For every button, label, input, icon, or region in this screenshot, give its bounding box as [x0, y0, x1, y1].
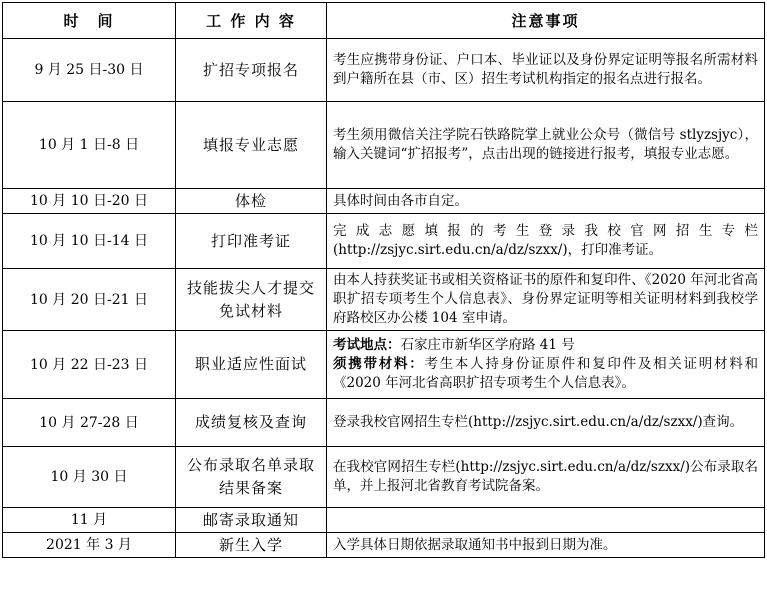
row-note [327, 331, 765, 399]
row-task: 技能拔尖人才提交免试材料 [176, 269, 327, 331]
header-row [3, 3, 765, 39]
table-row [3, 39, 765, 102]
header-time: 时 间 [3, 3, 176, 39]
row-time: 10 月 27-28 日 [3, 399, 176, 447]
table-row [3, 399, 765, 447]
row-task: 扩招专项报名 [176, 39, 327, 102]
materials-label: 须携带材料： [333, 356, 425, 372]
row-note: 考生应携带身份证、户口本、毕业证以及身份界定证明等报名所需材料到户籍所在县（市、区）招生考试机构指定的报名点进行报名。 [327, 39, 765, 102]
row-note: 考生须用微信关注学院石铁路院掌上就业公众号（微信号 stlyzsjyc），输入关键词“扩招报考”，点击出现的链接进行报考，填报专业志愿。 [327, 102, 765, 189]
table-row [3, 508, 765, 533]
row-task: 体检 [176, 189, 327, 214]
row-time: 10 月 10 日-14 日 [3, 214, 176, 269]
header-task: 工 作 内 容 [176, 3, 327, 39]
materials-value: 考生本人持身份证原件和复印件及相关证明材料和《2020 年河北省高职扩招专项考生个人信息表》。 [333, 356, 759, 391]
row-task: 填报专业志愿 [176, 102, 327, 189]
row-task: 邮寄录取通知 [176, 508, 327, 533]
header-note: 注意事项 [327, 3, 765, 39]
row-note: 登录我校官网招生专栏(http://zsjyc.sirt.edu.cn/a/dz/szxx/)查询。 [327, 399, 765, 447]
row-note: 由本人持获奖证书或相关资格证书的原件和复印件、《2020 年河北省高职扩招专项考生个人信息表》、身份界定证明等相关证明材料到我校学府路校区办公楼 104 室申请。 [327, 269, 765, 331]
table-row [3, 269, 765, 331]
row-task: 打印准考证 [176, 214, 327, 269]
exam-place-value: 石家庄市新华区学府路 41 号 [400, 337, 575, 353]
table-row [3, 189, 765, 214]
row-time: 9 月 25 日-30 日 [3, 39, 176, 102]
row-task: 公布录取名单录取结果备案 [176, 447, 327, 508]
row-time: 10 月 30 日 [3, 447, 176, 508]
admission-schedule-table [2, 2, 765, 558]
table-row [3, 214, 765, 269]
row-time: 10 月 20 日-21 日 [3, 269, 176, 331]
row-note: 在我校官网招生专栏(http://zsjyc.sirt.edu.cn/a/dz/szxx/)公布录取名单，并上报河北省教育考试院备案。 [327, 447, 765, 508]
row-time: 10 月 10 日-20 日 [3, 189, 176, 214]
row-note [327, 508, 765, 533]
row-note: 具体时间由各市自定。 [327, 189, 765, 214]
table-row [3, 331, 765, 399]
table-row [3, 102, 765, 189]
row-note: 完成志愿填报的考生登录我校官网招生专栏(http://zsjyc.sirt.edu.cn/a/dz/szxx/)，打印准考证。 [327, 214, 765, 269]
row-time: 10 月 1 日-8 日 [3, 102, 176, 189]
row-task: 新生入学 [176, 533, 327, 558]
row-note: 入学具体日期依据录取通知书中报到日期为准。 [327, 533, 765, 558]
exam-place-label: 考试地点： [333, 337, 401, 353]
row-time: 10 月 22 日-23 日 [3, 331, 176, 399]
row-task: 成绩复核及查询 [176, 399, 327, 447]
row-task: 职业适应性面试 [176, 331, 327, 399]
table-row [3, 447, 765, 508]
table-row [3, 533, 765, 558]
row-time: 2021 年 3 月 [3, 533, 176, 558]
row-time: 11 月 [3, 508, 176, 533]
